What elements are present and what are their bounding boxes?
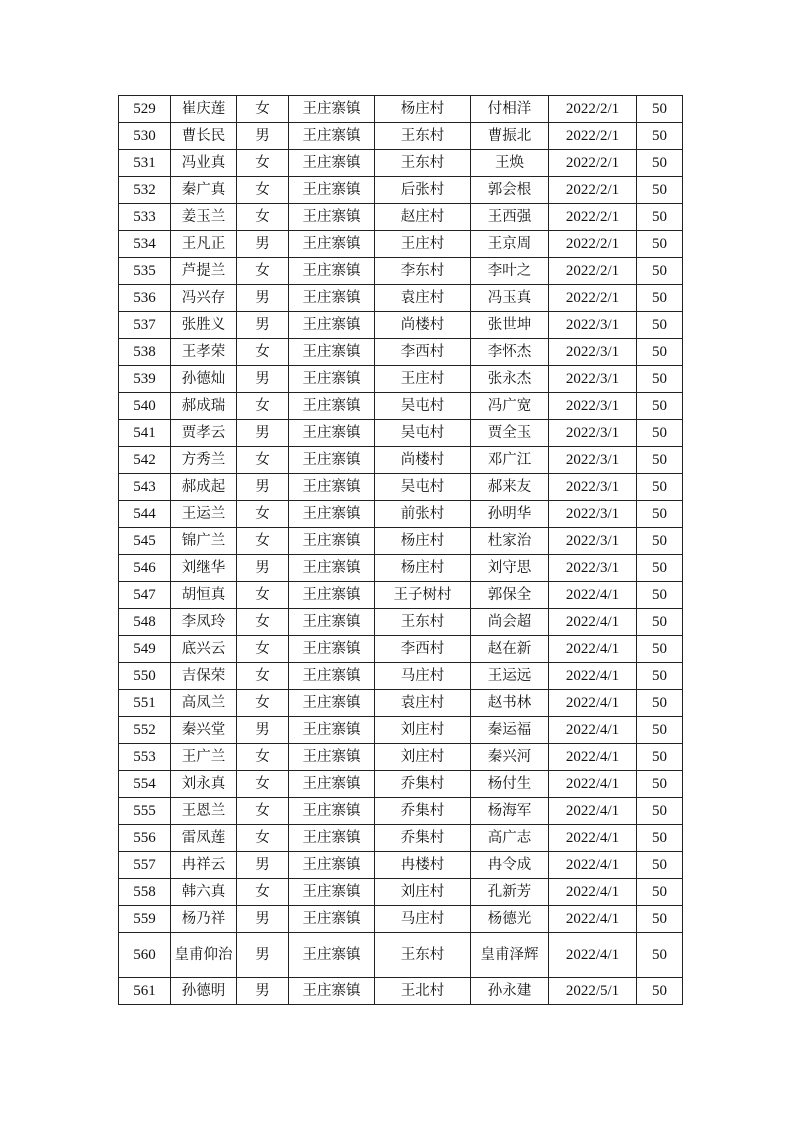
contact-person-cell: 孙明华 — [471, 501, 549, 528]
gender-cell: 女 — [237, 798, 289, 825]
amount-cell: 50 — [637, 123, 683, 150]
table-row — [119, 663, 683, 690]
village-cell: 李东村 — [375, 258, 471, 285]
amount-cell: 50 — [637, 393, 683, 420]
table-row — [119, 636, 683, 663]
village-cell: 尚楼村 — [375, 312, 471, 339]
serial-number-cell: 544 — [119, 501, 171, 528]
date-cell: 2022/4/1 — [549, 744, 637, 771]
contact-person-cell: 曹振北 — [471, 123, 549, 150]
serial-number-cell: 548 — [119, 609, 171, 636]
village-cell: 刘庄村 — [375, 879, 471, 906]
village-cell: 王庄村 — [375, 231, 471, 258]
name-cell: 芦提兰 — [171, 258, 237, 285]
amount-cell: 50 — [637, 978, 683, 1005]
records-table — [118, 95, 683, 1005]
table-row — [119, 231, 683, 258]
name-cell: 张胜义 — [171, 312, 237, 339]
name-cell: 郝成起 — [171, 474, 237, 501]
table-row — [119, 339, 683, 366]
name-cell: 崔庆莲 — [171, 96, 237, 123]
serial-number-cell: 534 — [119, 231, 171, 258]
amount-cell: 50 — [637, 177, 683, 204]
serial-number-cell: 537 — [119, 312, 171, 339]
table-row — [119, 447, 683, 474]
town-cell: 王庄寨镇 — [289, 528, 375, 555]
name-cell: 底兴云 — [171, 636, 237, 663]
date-cell: 2022/4/1 — [549, 825, 637, 852]
serial-number-cell: 535 — [119, 258, 171, 285]
town-cell: 王庄寨镇 — [289, 339, 375, 366]
date-cell: 2022/2/1 — [549, 258, 637, 285]
serial-number-cell: 559 — [119, 906, 171, 933]
name-cell: 郝成瑞 — [171, 393, 237, 420]
gender-cell: 女 — [237, 690, 289, 717]
serial-number-cell: 551 — [119, 690, 171, 717]
village-cell: 后张村 — [375, 177, 471, 204]
serial-number-cell: 555 — [119, 798, 171, 825]
gender-cell: 女 — [237, 177, 289, 204]
contact-person-cell: 李叶之 — [471, 258, 549, 285]
town-cell: 王庄寨镇 — [289, 582, 375, 609]
table-row — [119, 978, 683, 1005]
serial-number-cell: 552 — [119, 717, 171, 744]
gender-cell: 男 — [237, 420, 289, 447]
town-cell: 王庄寨镇 — [289, 393, 375, 420]
gender-cell: 女 — [237, 96, 289, 123]
table-row — [119, 96, 683, 123]
contact-person-cell: 杨德光 — [471, 906, 549, 933]
serial-number-cell: 558 — [119, 879, 171, 906]
village-cell: 乔集村 — [375, 798, 471, 825]
amount-cell: 50 — [637, 312, 683, 339]
village-cell: 杨庄村 — [375, 555, 471, 582]
date-cell: 2022/3/1 — [549, 312, 637, 339]
serial-number-cell: 541 — [119, 420, 171, 447]
amount-cell: 50 — [637, 555, 683, 582]
village-cell: 刘庄村 — [375, 744, 471, 771]
date-cell: 2022/2/1 — [549, 231, 637, 258]
date-cell: 2022/4/1 — [549, 690, 637, 717]
town-cell: 王庄寨镇 — [289, 906, 375, 933]
name-cell: 冯业真 — [171, 150, 237, 177]
town-cell: 王庄寨镇 — [289, 96, 375, 123]
serial-number-cell: 557 — [119, 852, 171, 879]
contact-person-cell: 刘守思 — [471, 555, 549, 582]
gender-cell: 女 — [237, 528, 289, 555]
date-cell: 2022/4/1 — [549, 771, 637, 798]
serial-number-cell: 542 — [119, 447, 171, 474]
village-cell: 杨庄村 — [375, 96, 471, 123]
serial-number-cell: 561 — [119, 978, 171, 1005]
amount-cell: 50 — [637, 906, 683, 933]
date-cell: 2022/3/1 — [549, 501, 637, 528]
town-cell: 王庄寨镇 — [289, 933, 375, 978]
contact-person-cell: 孙永建 — [471, 978, 549, 1005]
amount-cell: 50 — [637, 582, 683, 609]
serial-number-cell: 560 — [119, 933, 171, 978]
village-cell: 袁庄村 — [375, 285, 471, 312]
contact-person-cell: 付相洋 — [471, 96, 549, 123]
serial-number-cell: 554 — [119, 771, 171, 798]
town-cell: 王庄寨镇 — [289, 150, 375, 177]
date-cell: 2022/4/1 — [549, 609, 637, 636]
gender-cell: 男 — [237, 717, 289, 744]
date-cell: 2022/3/1 — [549, 447, 637, 474]
name-cell: 胡恒真 — [171, 582, 237, 609]
amount-cell: 50 — [637, 744, 683, 771]
contact-person-cell: 赵书林 — [471, 690, 549, 717]
village-cell: 王东村 — [375, 123, 471, 150]
name-cell: 曹长民 — [171, 123, 237, 150]
table-row — [119, 366, 683, 393]
village-cell: 吴屯村 — [375, 420, 471, 447]
contact-person-cell: 冉令成 — [471, 852, 549, 879]
name-cell: 秦广真 — [171, 177, 237, 204]
gender-cell: 女 — [237, 204, 289, 231]
town-cell: 王庄寨镇 — [289, 609, 375, 636]
amount-cell: 50 — [637, 339, 683, 366]
serial-number-cell: 538 — [119, 339, 171, 366]
contact-person-cell: 高广志 — [471, 825, 549, 852]
village-cell: 王东村 — [375, 609, 471, 636]
date-cell: 2022/3/1 — [549, 555, 637, 582]
gender-cell: 男 — [237, 312, 289, 339]
town-cell: 王庄寨镇 — [289, 447, 375, 474]
serial-number-cell: 533 — [119, 204, 171, 231]
village-cell: 乔集村 — [375, 825, 471, 852]
name-cell: 韩六真 — [171, 879, 237, 906]
village-cell: 吴屯村 — [375, 474, 471, 501]
name-cell: 皇甫仰治 — [171, 933, 237, 978]
date-cell: 2022/3/1 — [549, 474, 637, 501]
contact-person-cell: 王运远 — [471, 663, 549, 690]
gender-cell: 女 — [237, 663, 289, 690]
amount-cell: 50 — [637, 609, 683, 636]
village-cell: 王东村 — [375, 933, 471, 978]
name-cell: 孙德明 — [171, 978, 237, 1005]
name-cell: 冯兴存 — [171, 285, 237, 312]
amount-cell: 50 — [637, 204, 683, 231]
amount-cell: 50 — [637, 690, 683, 717]
date-cell: 2022/3/1 — [549, 528, 637, 555]
name-cell: 雷凤莲 — [171, 825, 237, 852]
village-cell: 刘庄村 — [375, 717, 471, 744]
date-cell: 2022/4/1 — [549, 933, 637, 978]
gender-cell: 男 — [237, 906, 289, 933]
date-cell: 2022/3/1 — [549, 393, 637, 420]
town-cell: 王庄寨镇 — [289, 879, 375, 906]
village-cell: 马庄村 — [375, 906, 471, 933]
town-cell: 王庄寨镇 — [289, 204, 375, 231]
contact-person-cell: 杨海军 — [471, 798, 549, 825]
contact-person-cell: 秦兴河 — [471, 744, 549, 771]
contact-person-cell: 张永杰 — [471, 366, 549, 393]
name-cell: 王运兰 — [171, 501, 237, 528]
amount-cell: 50 — [637, 933, 683, 978]
village-cell: 杨庄村 — [375, 528, 471, 555]
serial-number-cell: 536 — [119, 285, 171, 312]
village-cell: 王东村 — [375, 150, 471, 177]
town-cell: 王庄寨镇 — [289, 366, 375, 393]
village-cell: 前张村 — [375, 501, 471, 528]
amount-cell: 50 — [637, 879, 683, 906]
contact-person-cell: 邓广江 — [471, 447, 549, 474]
gender-cell: 女 — [237, 582, 289, 609]
table-row — [119, 744, 683, 771]
contact-person-cell: 孔新芳 — [471, 879, 549, 906]
serial-number-cell: 546 — [119, 555, 171, 582]
date-cell: 2022/4/1 — [549, 852, 637, 879]
gender-cell: 男 — [237, 366, 289, 393]
table-row — [119, 771, 683, 798]
town-cell: 王庄寨镇 — [289, 690, 375, 717]
gender-cell: 男 — [237, 555, 289, 582]
gender-cell: 男 — [237, 852, 289, 879]
table-row — [119, 852, 683, 879]
serial-number-cell: 556 — [119, 825, 171, 852]
table-row — [119, 501, 683, 528]
serial-number-cell: 549 — [119, 636, 171, 663]
table-row — [119, 690, 683, 717]
gender-cell: 女 — [237, 258, 289, 285]
town-cell: 王庄寨镇 — [289, 501, 375, 528]
name-cell: 王孝荣 — [171, 339, 237, 366]
gender-cell: 女 — [237, 771, 289, 798]
name-cell: 贾孝云 — [171, 420, 237, 447]
amount-cell: 50 — [637, 663, 683, 690]
contact-person-cell: 李怀杰 — [471, 339, 549, 366]
amount-cell: 50 — [637, 420, 683, 447]
town-cell: 王庄寨镇 — [289, 555, 375, 582]
serial-number-cell: 543 — [119, 474, 171, 501]
table-row — [119, 933, 683, 978]
table-row — [119, 879, 683, 906]
gender-cell: 男 — [237, 123, 289, 150]
serial-number-cell: 553 — [119, 744, 171, 771]
date-cell: 2022/4/1 — [549, 717, 637, 744]
date-cell: 2022/3/1 — [549, 366, 637, 393]
table-row — [119, 393, 683, 420]
table-row — [119, 258, 683, 285]
gender-cell: 女 — [237, 339, 289, 366]
amount-cell: 50 — [637, 285, 683, 312]
table-row — [119, 609, 683, 636]
date-cell: 2022/2/1 — [549, 96, 637, 123]
gender-cell: 女 — [237, 636, 289, 663]
contact-person-cell: 王焕 — [471, 150, 549, 177]
table-row — [119, 150, 683, 177]
village-cell: 王庄村 — [375, 366, 471, 393]
serial-number-cell: 532 — [119, 177, 171, 204]
name-cell: 方秀兰 — [171, 447, 237, 474]
town-cell: 王庄寨镇 — [289, 636, 375, 663]
village-cell: 马庄村 — [375, 663, 471, 690]
town-cell: 王庄寨镇 — [289, 177, 375, 204]
table-row — [119, 582, 683, 609]
gender-cell: 女 — [237, 150, 289, 177]
amount-cell: 50 — [637, 636, 683, 663]
date-cell: 2022/2/1 — [549, 123, 637, 150]
town-cell: 王庄寨镇 — [289, 420, 375, 447]
gender-cell: 女 — [237, 825, 289, 852]
name-cell: 孙德灿 — [171, 366, 237, 393]
village-cell: 王北村 — [375, 978, 471, 1005]
amount-cell: 50 — [637, 150, 683, 177]
date-cell: 2022/4/1 — [549, 663, 637, 690]
village-cell: 尚楼村 — [375, 447, 471, 474]
serial-number-cell: 540 — [119, 393, 171, 420]
table-row — [119, 312, 683, 339]
gender-cell: 男 — [237, 285, 289, 312]
name-cell: 李凤玲 — [171, 609, 237, 636]
contact-person-cell: 秦运福 — [471, 717, 549, 744]
contact-person-cell: 郭保全 — [471, 582, 549, 609]
amount-cell: 50 — [637, 258, 683, 285]
gender-cell: 女 — [237, 447, 289, 474]
town-cell: 王庄寨镇 — [289, 798, 375, 825]
village-cell: 吴屯村 — [375, 393, 471, 420]
contact-person-cell: 冯广宽 — [471, 393, 549, 420]
gender-cell: 女 — [237, 879, 289, 906]
gender-cell: 女 — [237, 501, 289, 528]
serial-number-cell: 531 — [119, 150, 171, 177]
date-cell: 2022/2/1 — [549, 150, 637, 177]
contact-person-cell: 杨付生 — [471, 771, 549, 798]
gender-cell: 女 — [237, 744, 289, 771]
table-row — [119, 717, 683, 744]
date-cell: 2022/4/1 — [549, 798, 637, 825]
amount-cell: 50 — [637, 528, 683, 555]
contact-person-cell: 郝来友 — [471, 474, 549, 501]
contact-person-cell: 尚会超 — [471, 609, 549, 636]
gender-cell: 男 — [237, 933, 289, 978]
name-cell: 锦广兰 — [171, 528, 237, 555]
amount-cell: 50 — [637, 825, 683, 852]
contact-person-cell: 郭会根 — [471, 177, 549, 204]
table-row — [119, 123, 683, 150]
town-cell: 王庄寨镇 — [289, 312, 375, 339]
gender-cell: 女 — [237, 609, 289, 636]
gender-cell: 女 — [237, 393, 289, 420]
amount-cell: 50 — [637, 231, 683, 258]
table-row — [119, 177, 683, 204]
contact-person-cell: 王西强 — [471, 204, 549, 231]
serial-number-cell: 545 — [119, 528, 171, 555]
name-cell: 冉祥云 — [171, 852, 237, 879]
name-cell: 杨乃祥 — [171, 906, 237, 933]
date-cell: 2022/5/1 — [549, 978, 637, 1005]
table-row — [119, 204, 683, 231]
serial-number-cell: 550 — [119, 663, 171, 690]
amount-cell: 50 — [637, 852, 683, 879]
town-cell: 王庄寨镇 — [289, 231, 375, 258]
amount-cell: 50 — [637, 717, 683, 744]
contact-person-cell: 杜家治 — [471, 528, 549, 555]
amount-cell: 50 — [637, 96, 683, 123]
table-row — [119, 906, 683, 933]
name-cell: 刘继华 — [171, 555, 237, 582]
town-cell: 王庄寨镇 — [289, 771, 375, 798]
contact-person-cell: 王京周 — [471, 231, 549, 258]
serial-number-cell: 539 — [119, 366, 171, 393]
table-row — [119, 528, 683, 555]
name-cell: 姜玉兰 — [171, 204, 237, 231]
table-row — [119, 825, 683, 852]
date-cell: 2022/3/1 — [549, 339, 637, 366]
amount-cell: 50 — [637, 798, 683, 825]
date-cell: 2022/2/1 — [549, 177, 637, 204]
serial-number-cell: 530 — [119, 123, 171, 150]
village-cell: 乔集村 — [375, 771, 471, 798]
date-cell: 2022/4/1 — [549, 582, 637, 609]
name-cell: 高凤兰 — [171, 690, 237, 717]
town-cell: 王庄寨镇 — [289, 825, 375, 852]
date-cell: 2022/2/1 — [549, 285, 637, 312]
contact-person-cell: 赵在新 — [471, 636, 549, 663]
town-cell: 王庄寨镇 — [289, 852, 375, 879]
records-body — [119, 96, 683, 1005]
town-cell: 王庄寨镇 — [289, 663, 375, 690]
date-cell: 2022/3/1 — [549, 420, 637, 447]
date-cell: 2022/4/1 — [549, 879, 637, 906]
town-cell: 王庄寨镇 — [289, 744, 375, 771]
town-cell: 王庄寨镇 — [289, 978, 375, 1005]
name-cell: 王凡正 — [171, 231, 237, 258]
amount-cell: 50 — [637, 771, 683, 798]
date-cell: 2022/2/1 — [549, 204, 637, 231]
town-cell: 王庄寨镇 — [289, 258, 375, 285]
village-cell: 李西村 — [375, 636, 471, 663]
table-row — [119, 420, 683, 447]
table-row — [119, 555, 683, 582]
name-cell: 王恩兰 — [171, 798, 237, 825]
contact-person-cell: 冯玉真 — [471, 285, 549, 312]
village-cell: 王子树村 — [375, 582, 471, 609]
gender-cell: 男 — [237, 231, 289, 258]
amount-cell: 50 — [637, 366, 683, 393]
serial-number-cell: 529 — [119, 96, 171, 123]
town-cell: 王庄寨镇 — [289, 123, 375, 150]
town-cell: 王庄寨镇 — [289, 717, 375, 744]
name-cell: 刘永真 — [171, 771, 237, 798]
gender-cell: 男 — [237, 474, 289, 501]
table-row — [119, 798, 683, 825]
amount-cell: 50 — [637, 474, 683, 501]
name-cell: 吉保荣 — [171, 663, 237, 690]
date-cell: 2022/4/1 — [549, 636, 637, 663]
amount-cell: 50 — [637, 501, 683, 528]
serial-number-cell: 547 — [119, 582, 171, 609]
contact-person-cell: 贾全玉 — [471, 420, 549, 447]
contact-person-cell: 皇甫泽辉 — [471, 933, 549, 978]
village-cell: 李西村 — [375, 339, 471, 366]
table-row — [119, 285, 683, 312]
contact-person-cell: 张世坤 — [471, 312, 549, 339]
gender-cell: 男 — [237, 978, 289, 1005]
town-cell: 王庄寨镇 — [289, 285, 375, 312]
village-cell: 赵庄村 — [375, 204, 471, 231]
amount-cell: 50 — [637, 447, 683, 474]
date-cell: 2022/4/1 — [549, 906, 637, 933]
village-cell: 袁庄村 — [375, 690, 471, 717]
table-row — [119, 474, 683, 501]
village-cell: 冉楼村 — [375, 852, 471, 879]
name-cell: 秦兴堂 — [171, 717, 237, 744]
town-cell: 王庄寨镇 — [289, 474, 375, 501]
name-cell: 王广兰 — [171, 744, 237, 771]
